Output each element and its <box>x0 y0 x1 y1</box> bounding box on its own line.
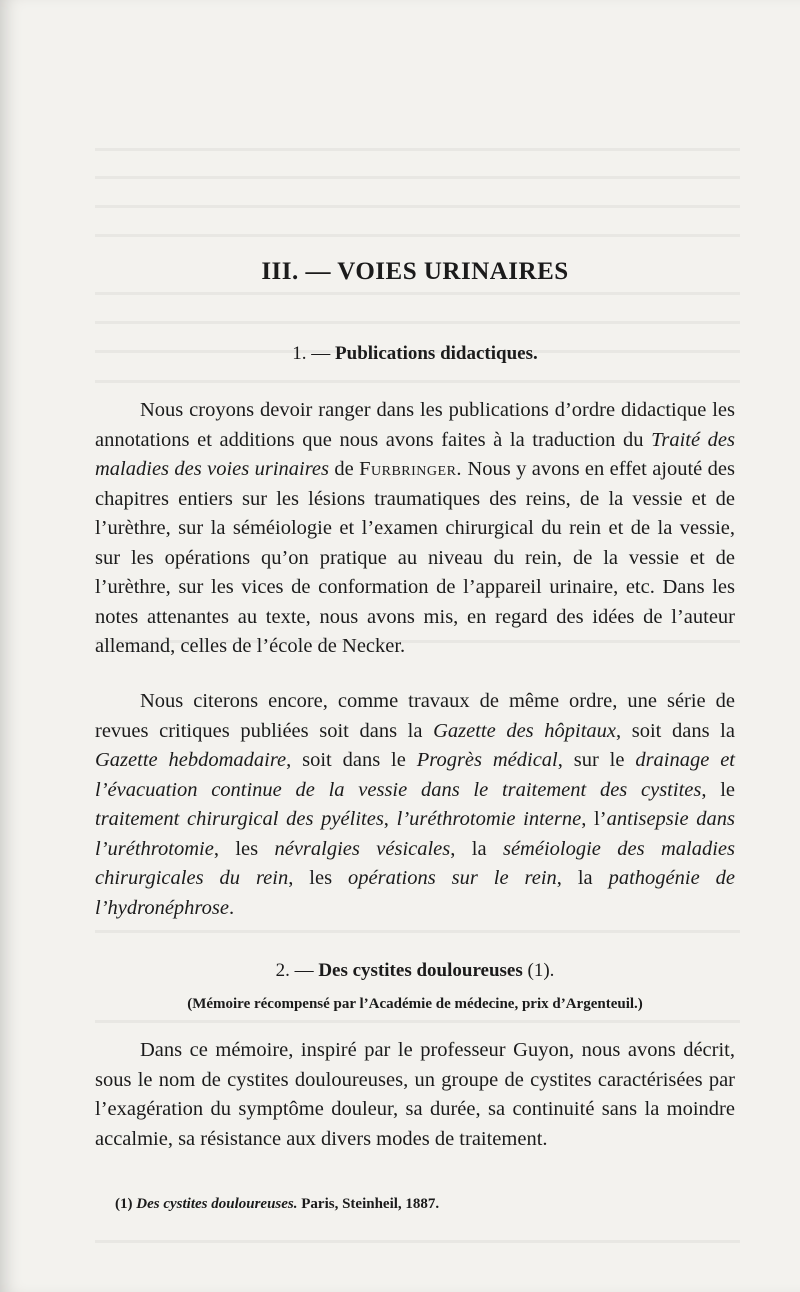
footnote-marker: (1) <box>115 1196 133 1212</box>
footnote <box>115 1196 735 1213</box>
text-run: , la <box>450 837 503 860</box>
review-topic: séméiologie des maladies chirurgicales du rein <box>95 837 736 889</box>
review-topic: l’uréthrotomie interne <box>396 808 582 830</box>
section-title: III. — VOIES URINAIRES <box>261 258 569 285</box>
review-topic: névralgies vésicales <box>274 837 451 860</box>
subsection-heading-1 <box>95 343 735 365</box>
text-run: , le <box>701 778 735 801</box>
subsection-number: 1. — <box>292 343 331 364</box>
award-note: (Mémoire récompensé par l’Académie de médecine, prix d’Argenteuil.) <box>187 996 643 1012</box>
paragraph-painful-cystitis: Dans ce mémoire, inspiré par le professeur Guyon, nous avons décrit, sous le nom de cystites douloureuses, un groupe de cystites caractérisées par l’exagération du symptôme douleur, sa durée, sa continuité sans la moindre accalmie, sa résistance aux divers modes de traitement. <box>95 1039 735 1150</box>
text-run: , sur le <box>557 749 636 771</box>
review-topic: drainage et l’évacuation continue de la vessie dans le traitement des cystites <box>95 749 735 801</box>
text-run: , soit dans la <box>616 719 735 742</box>
paragraph-critical-reviews <box>95 687 735 923</box>
subsection-number: 2. — <box>275 960 314 981</box>
review-topic: opérations sur le rein <box>348 867 557 889</box>
text-run: , soit dans le <box>286 749 417 771</box>
text-run: Nous croyons devoir ranger dans les publications d’ordre didactique les annotations et additions que nous avons faites à la traduction du <box>95 399 735 451</box>
review-topic: antisepsie dans l’uréthrotomie <box>95 808 736 860</box>
paragraph-didactic-publications <box>95 396 735 662</box>
journal-title: Progrès médical <box>416 749 558 771</box>
subsection-title: Publications didactiques. <box>335 343 538 364</box>
footnote-title: Des cystites douloureuses. <box>136 1196 298 1212</box>
text-run: , les <box>288 867 348 889</box>
journal-title: Gazette des hôpitaux <box>433 719 617 742</box>
text-run: , la <box>556 867 609 889</box>
text-run: Nous y avons en effet ajouté des chapitres entiers sur les lésions traumatiques des reins, de la vessie et de l’urèthre, sur la séméiologie et l’examen chirurgical du rein et de la vessie, sur les opérations qu’on pratique au niveau du rein, de la vessie et de l’urèthre, sur les vices de conformation de l’appareil urinaire, etc. Dans les notes attenantes au texte, nous avons mis, en regard des idées de l’auteur allemand, celles de l’école de Necker. <box>95 458 735 657</box>
subsection-heading-2 <box>95 960 735 982</box>
text-run: de <box>329 458 360 480</box>
book-title: Traité des maladies des voies urinaires <box>95 428 735 480</box>
author-name: Furbringer. <box>359 458 463 480</box>
review-topic: pathogénie de l’hydronéphrose <box>95 867 735 919</box>
footnote-publisher: Paris, Steinheil, 1887. <box>297 1196 440 1212</box>
text-run: Nous citerons encore, comme travaux de même ordre, une série de revues critiques publiées soit dans la <box>95 690 735 742</box>
journal-title: Gazette hebdomadaire <box>95 749 287 771</box>
text-run: , l’ <box>581 808 607 830</box>
text-run: . <box>228 896 235 919</box>
subsection-title: Des cystites douloureuses <box>318 960 523 981</box>
footnote-reference: (1). <box>522 960 555 981</box>
review-topic: traitement chirurgical des pyélites <box>95 808 384 830</box>
text-run: , les <box>213 837 275 860</box>
text-run: , <box>383 808 397 830</box>
